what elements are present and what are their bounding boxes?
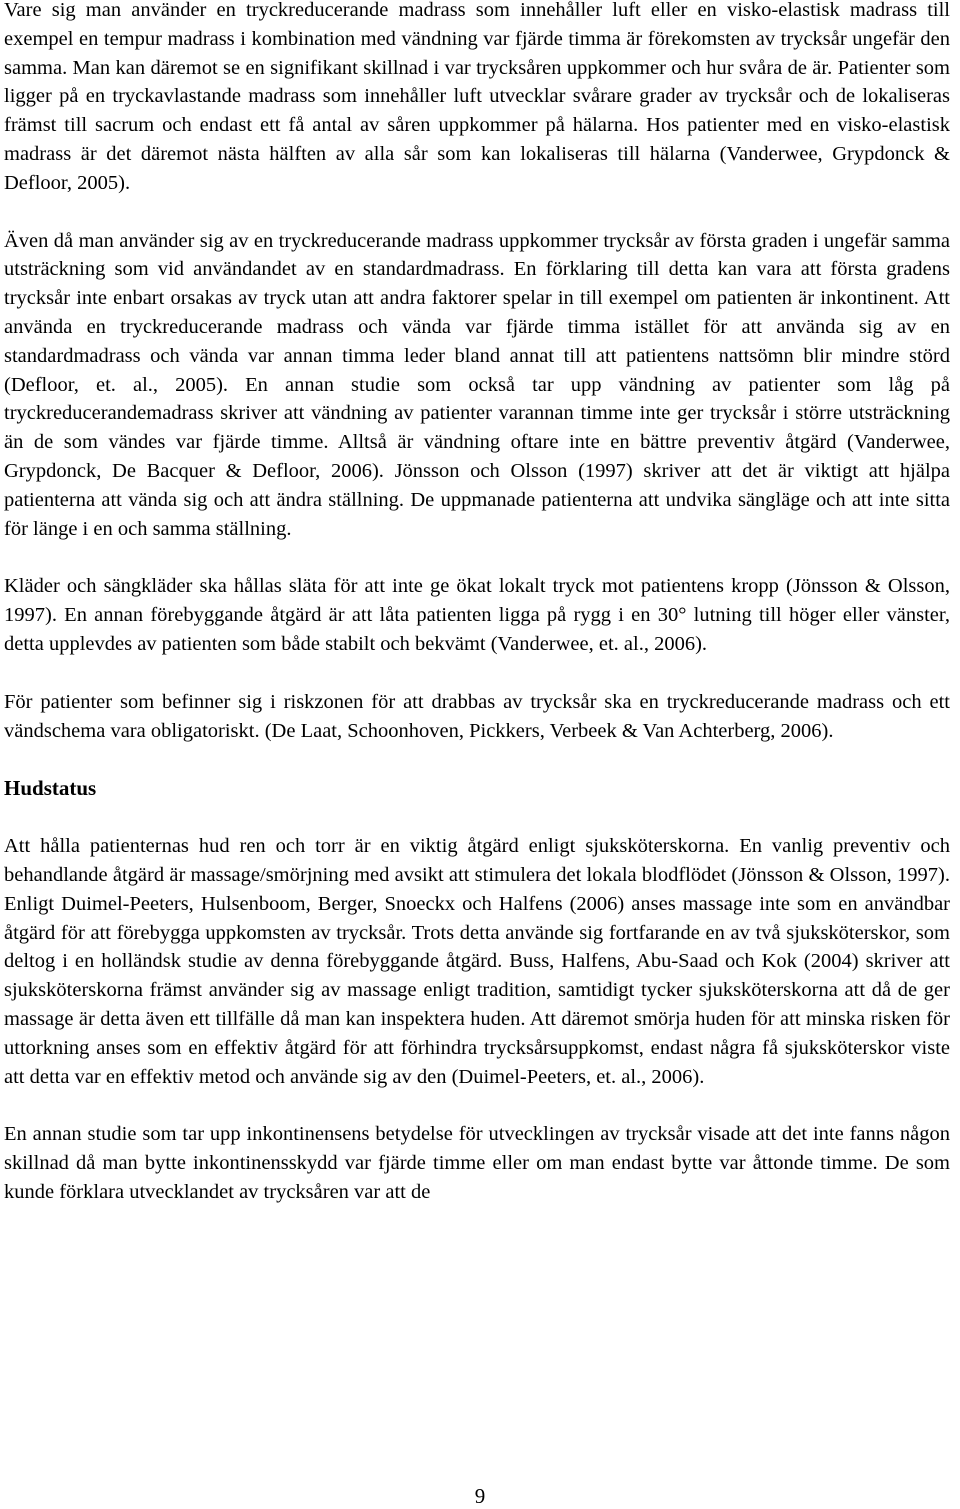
paragraph-risk-zone: För patienter som befinner sig i riskzonen för att drabbas av trycksår ska en tryckreducerande madrass och ett vändschema vara obligatoriskt. (De Laat, Schoonhoven, Pickkers, Verbeek & Van Achterberg, 2006). [4,690,950,742]
paragraph-gap [4,803,950,832]
paragraph-mattress-comparison: Vare sig man använder en tryckreducerande madrass som innehåller luft eller en visko-elastisk madrass till exempel en tempur madrass i kombination med vändning var fjärde timma är förekomsten av trycksår ungefär den samma. Man kan däremot se en signifikant skillnad i var trycksåren uppkommer och hur svåra de är. Patienter som ligger på en tryckavlastande madrass som innehåller luft utvecklar svårare grader av trycksår och de lokaliseras främst till sacrum och endast ett få antal av såren uppkommer på hälarna. Hos patienter med en visko-elastisk madrass är det däremot nästa hälften av alla sår som kan lokaliseras till hälarna (Vanderwee, Grypdonck & Defloor, 2005). [4,0,950,194]
paragraph-bedding: Kläder och sängkläder ska hållas släta för att inte ge ökat lokalt tryck mot patientens kropp (Jönsson & Olsson, 1997). En annan förebyggande åtgärd är att låta patienten ligga på rygg i en 30° lutning till höger eller vänster, detta upplevdes av patienten som både stabilt och bekvämt (Vanderwee, et. al., 2006). [4,575,950,655]
document-page [4,0,950,1207]
paragraph-gap [4,198,950,227]
paragraph-skin-care: Att hålla patienternas hud ren och torr är en viktig åtgärd enligt sjuksköterskorna. En vanlig preventiv och behandlande åtgärd är massage/smörjning med avsikt att stimulera det lokala blodflödet (Jönsson & Olsson, 1997). Enligt Duimel-Peeters, Hulsenboom, Berger, Snoeckx och Halfens (2006) anses massage inte som en användbar åtgärd för att förebygga uppkomsten av trycksår. Trots detta använde sig fortfarande en av två sjuksköterskor, som deltog i en holländsk studie av denna förebyggande åtgärd. Buss, Halfens, Abu-Saad och Kok (2004) skriver att sjuksköterskorna främst använder sig av massage enligt tradition, samtidigt tycker sjuksköterskorna att då de ger massage är detta även ett tillfälle då man kan inspektera huden. Att däremot smörja huden för att minska risken för uttorkning anses som en effektiv åtgärd för att förhindra trycksårsuppkomst, endast några få sjuksköterskor viste att detta var en effektiv metod och använde sig av den (Duimel-Peeters, et. al., 2006). [4,835,950,1088]
paragraph-gap [4,1091,950,1120]
section-heading-hudstatus: Hudstatus [4,776,97,801]
paragraph-repositioning: Även då man använder sig av en tryckreducerande madrass uppkommer trycksår av första graden i ungefär samma utsträckning som vid användandet av en standardmadrass. En förklaring till detta kan vara att första gradens trycksår inte enbart orsakas av tryck utan att andra faktorer spelar in till exempel om patienten är inkontinent. Att använda en tryckreducerande madrass och vända var fjärde timma istället för att använda sig av en standardmadrass och vända var annan timma leder bland annat till att patientens nattsömn blir mindre störd (Defloor, et. al., 2005). En annan studie som också tar upp vändning av patienter som låg på tryckreducerandemadrass skriver att vändning av patienter varannan timme inte ger trycksår i större utsträckning än de som vändes var fjärde timme. Alltså är vändning oftare inte en bättre preventiv åtgärd (Vanderwee, Grypdonck, De Bacquer & Defloor, 2006). Jönsson och Olsson (1997) skriver att det är viktigt att hjälpa patienterna att vända sig och att ändra ställning. De uppmanade patienterna att undvika sängläge och att inte sitta för länge i en och samma ställning. [4,229,950,540]
paragraph-gap [4,659,950,688]
paragraph-gap [4,745,950,774]
paragraph-incontinence: En annan studie som tar upp inkontinensens betydelse för utvecklingen av trycksår visade att det inte fanns någon skillnad då man bytte inkontinensskydd var fjärde timme eller om man endast bytte var åttonde timme. De som kunde förklara utvecklandet av trycksåren var att de [4,1123,950,1203]
page-number: 9 [474,1484,486,1508]
paragraph-gap [4,543,950,572]
